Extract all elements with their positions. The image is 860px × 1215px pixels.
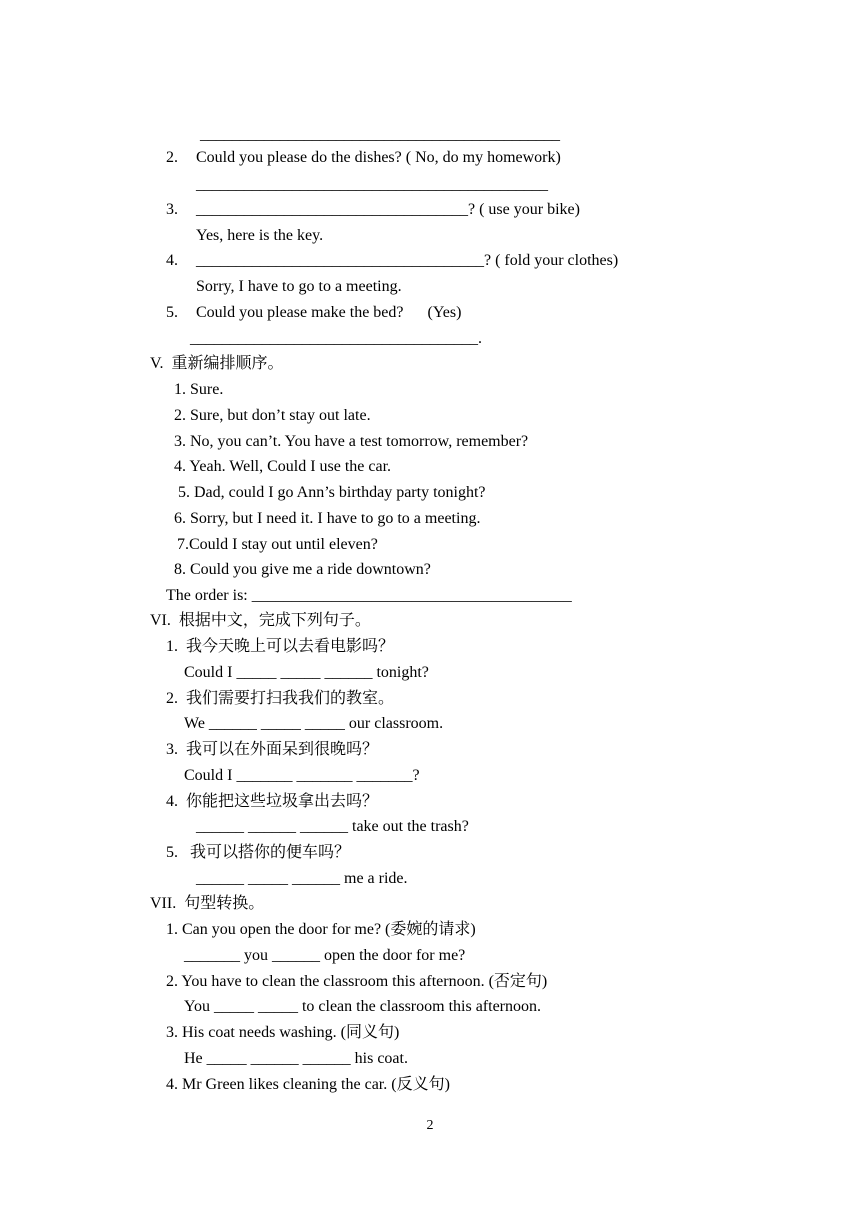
question-2-text: Could you please do the dishes? ( No, do my homework) (196, 149, 561, 166)
reorder-item: 3. No, you can’t. You have a test tomorrow, remember? (174, 433, 529, 450)
section-vi-heading: VI. 根据中文，完成下列句子。 (150, 612, 371, 629)
transform-answer[interactable]: He _____ ______ ______ his coat. (184, 1050, 408, 1067)
question-2-number: 2. (166, 149, 178, 166)
reorder-item: 1. Sure. (174, 381, 224, 398)
answer-blank-2[interactable]: ____________________________________________ (196, 176, 548, 193)
question-4-number: 4. (166, 252, 178, 269)
question-5-number: 5. (166, 304, 178, 321)
reorder-item: 8. Could you give me a ride downtown? (174, 561, 431, 578)
answer-blank-5[interactable]: ____________________________________. (190, 330, 482, 347)
reorder-item: 4. Yeah. Well, Could I use the car. (174, 458, 392, 475)
translation-prompt: 4. 你能把这些垃圾拿出去吗？ (166, 793, 379, 810)
translation-prompt: 1. 我今天晚上可以去看电影吗？ (166, 638, 395, 655)
translation-blank[interactable]: ______ _____ ______ me a ride. (196, 870, 408, 887)
translation-blank[interactable]: ______ ______ ______ take out the trash? (196, 818, 469, 835)
transform-answer[interactable]: _______ you ______ open the door for me? (184, 947, 466, 964)
translation-blank[interactable]: Could I _______ _______ _______? (184, 767, 420, 784)
order-answer-line[interactable]: The order is: ________________________________________ (166, 587, 572, 604)
page-number: 2 (426, 1118, 434, 1133)
answer-blank-1[interactable]: _____________________________________________ (200, 126, 560, 143)
transform-question: 2. You have to clean the classroom this afternoon. (否定句) (166, 973, 548, 990)
transform-question: 3. His coat needs washing. (同义句) (166, 1024, 400, 1041)
reorder-item: 2. Sure, but don’t stay out late. (174, 407, 371, 424)
reorder-item: 7.Could I stay out until eleven? (177, 536, 378, 553)
question-3-answer: Yes, here is the key. (196, 227, 324, 244)
question-3-number: 3. (166, 201, 178, 218)
question-3-text[interactable]: __________________________________? ( use your bike) (196, 201, 580, 218)
translation-blank[interactable]: Could I _____ _____ ______ tonight? (184, 664, 429, 681)
question-4-text[interactable]: ____________________________________? ( fold your clothes) (196, 252, 619, 269)
translation-prompt: 5. 我可以搭你的便车吗？ (166, 844, 351, 861)
translation-blank[interactable]: We ______ _____ _____ our classroom. (184, 715, 444, 732)
transform-answer[interactable]: You _____ _____ to clean the classroom this afternoon. (184, 998, 541, 1015)
transform-question: 4. Mr Green likes cleaning the car. (反义句) (166, 1076, 450, 1093)
section-v-heading: V. 重新编排顺序。 (150, 355, 284, 372)
reorder-item: 6. Sorry, but I need it. I have to go to a meeting. (174, 510, 481, 527)
section-vii-heading: VII. 句型转换。 (150, 895, 265, 912)
question-4-answer: Sorry, I have to go to a meeting. (196, 278, 402, 295)
reorder-item: 5. Dad, could I go Ann’s birthday party tonight? (178, 484, 486, 501)
translation-prompt: 2. 我们需要打扫我我们的教室。 (166, 690, 395, 707)
question-5-text: Could you please make the bed? (Yes) (196, 304, 462, 321)
transform-question: 1. Can you open the door for me? (委婉的请求) (166, 921, 476, 938)
translation-prompt: 3. 我可以在外面呆到很晚吗？ (166, 741, 379, 758)
